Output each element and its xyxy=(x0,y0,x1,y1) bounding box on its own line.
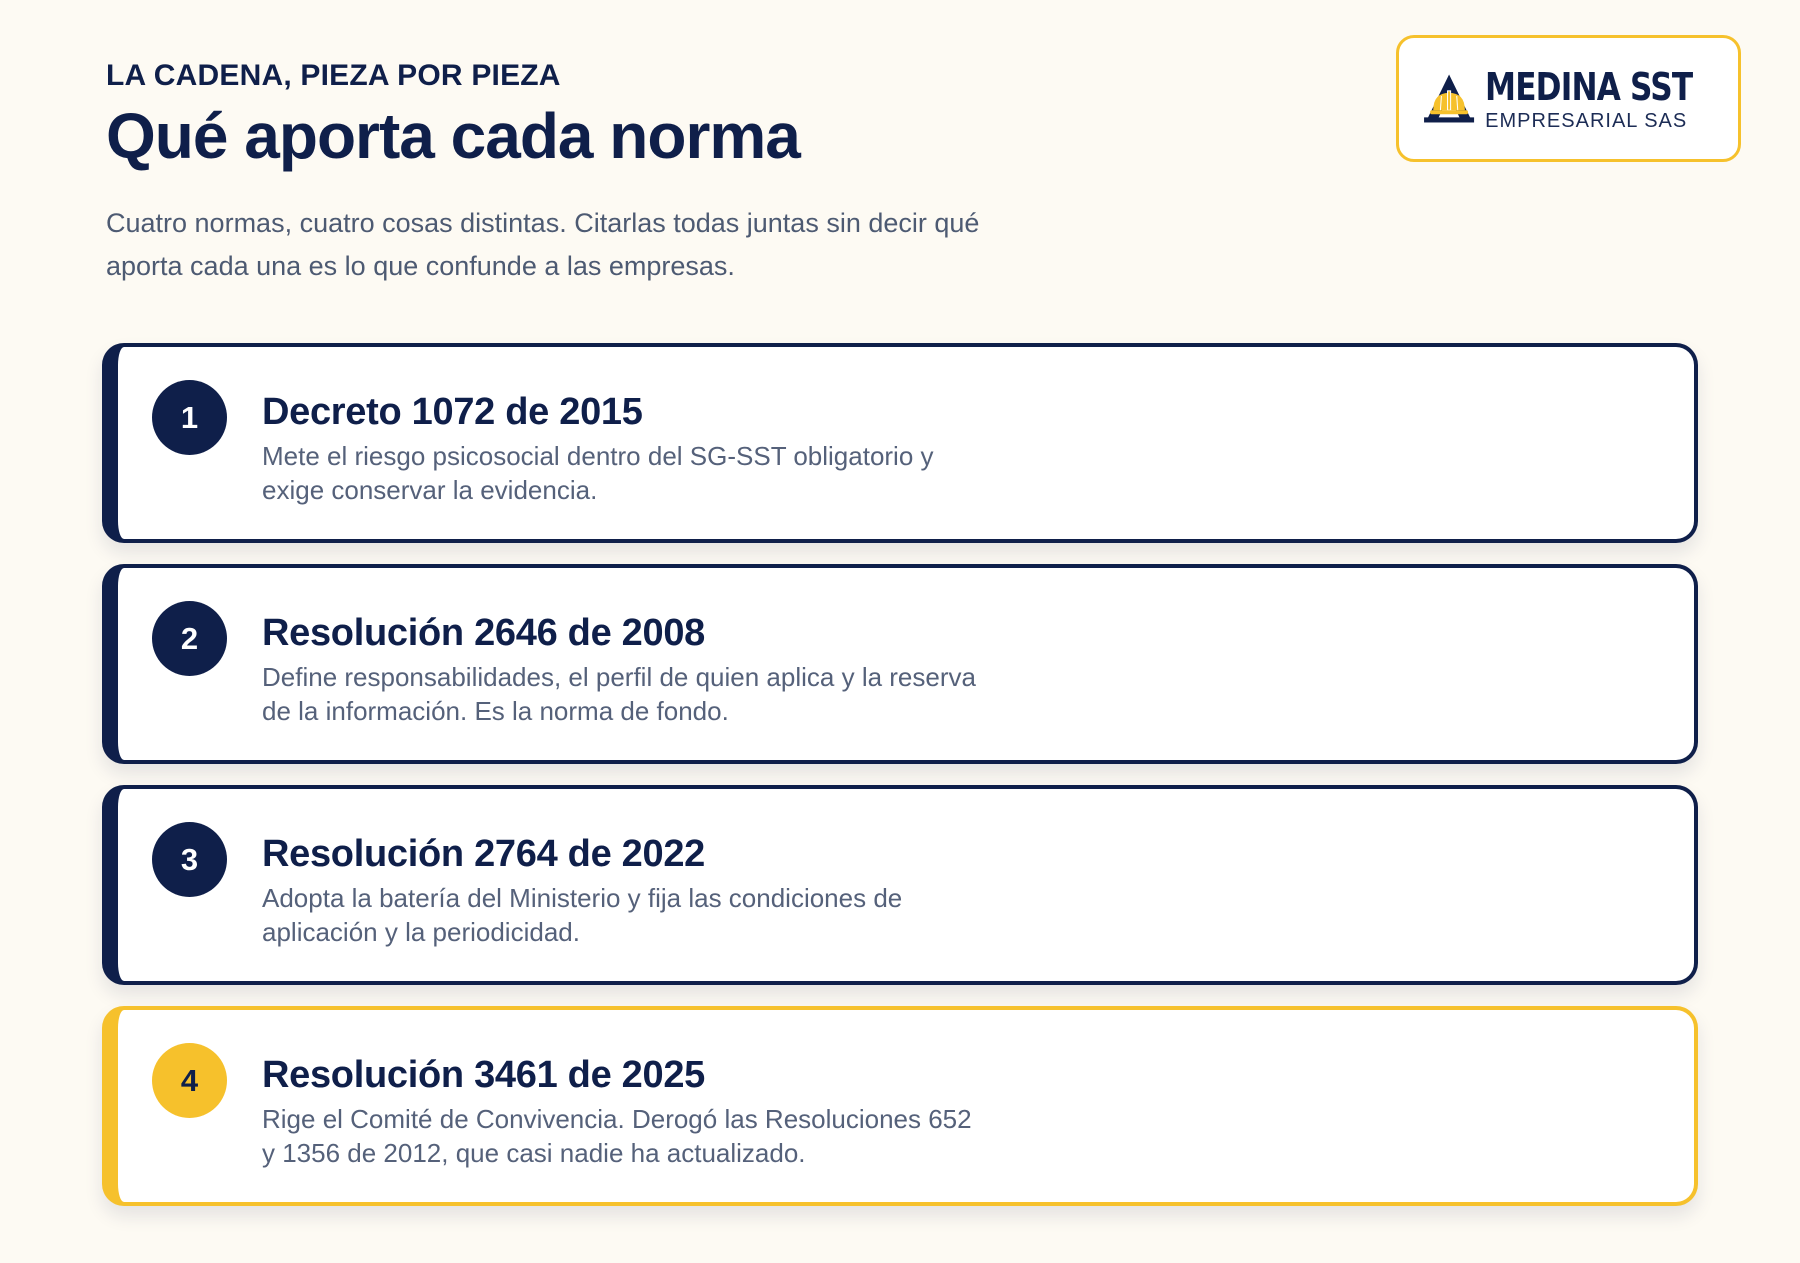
step-number-badge: 1 xyxy=(152,380,227,455)
page-subtitle: Cuatro normas, cuatro cosas distintas. Citarlas todas juntas sin decir qué aporta cada una es lo que confunde a las empresas. xyxy=(106,208,980,281)
norm-card xyxy=(102,564,1698,764)
norm-description: Adopta la batería del Ministerio y fija las condiciones de aplicación y la periodicidad. xyxy=(262,883,903,947)
norm-description: Define responsabilidades, el perfil de quien aplica y la reserva de la información. Es la norma de fondo. xyxy=(262,662,976,726)
norm-description: Mete el riesgo psicosocial dentro del SG-SST obligatorio y exige conservar la evidencia. xyxy=(262,441,934,505)
step-number-badge: 2 xyxy=(152,601,227,676)
page-title: Qué aporta cada norma xyxy=(106,100,800,172)
norm-card-body xyxy=(262,831,1562,949)
norm-card-body xyxy=(262,610,1562,728)
eyebrow-label: LA CADENA, PIEZA POR PIEZA xyxy=(106,59,561,92)
logo-text xyxy=(1485,65,1738,133)
helmet-mountain-icon xyxy=(1421,43,1477,155)
norms-list xyxy=(102,343,1698,1227)
norm-title: Resolución 2646 de 2008 xyxy=(262,612,705,654)
step-number-badge: 4 xyxy=(152,1043,227,1118)
logo-name: MEDINA SST xyxy=(1485,64,1693,109)
norm-title: Resolución 2764 de 2022 xyxy=(262,833,705,875)
header xyxy=(106,58,1106,288)
norm-card xyxy=(102,785,1698,985)
norm-card-highlighted xyxy=(102,1006,1698,1206)
norm-card xyxy=(102,343,1698,543)
step-number-badge: 3 xyxy=(152,822,227,897)
norm-title: Resolución 3461 de 2025 xyxy=(262,1054,705,1096)
norm-card-body xyxy=(262,389,1562,507)
norm-description: Rige el Comité de Convivencia. Derogó las Resoluciones 652 y 1356 de 2012, que casi nadie ha actualizado. xyxy=(262,1104,972,1168)
norm-title: Decreto 1072 de 2015 xyxy=(262,391,643,433)
norm-card-body xyxy=(262,1052,1562,1170)
logo-subtitle: EMPRESARIAL SAS xyxy=(1485,109,1688,132)
company-logo xyxy=(1396,35,1741,162)
